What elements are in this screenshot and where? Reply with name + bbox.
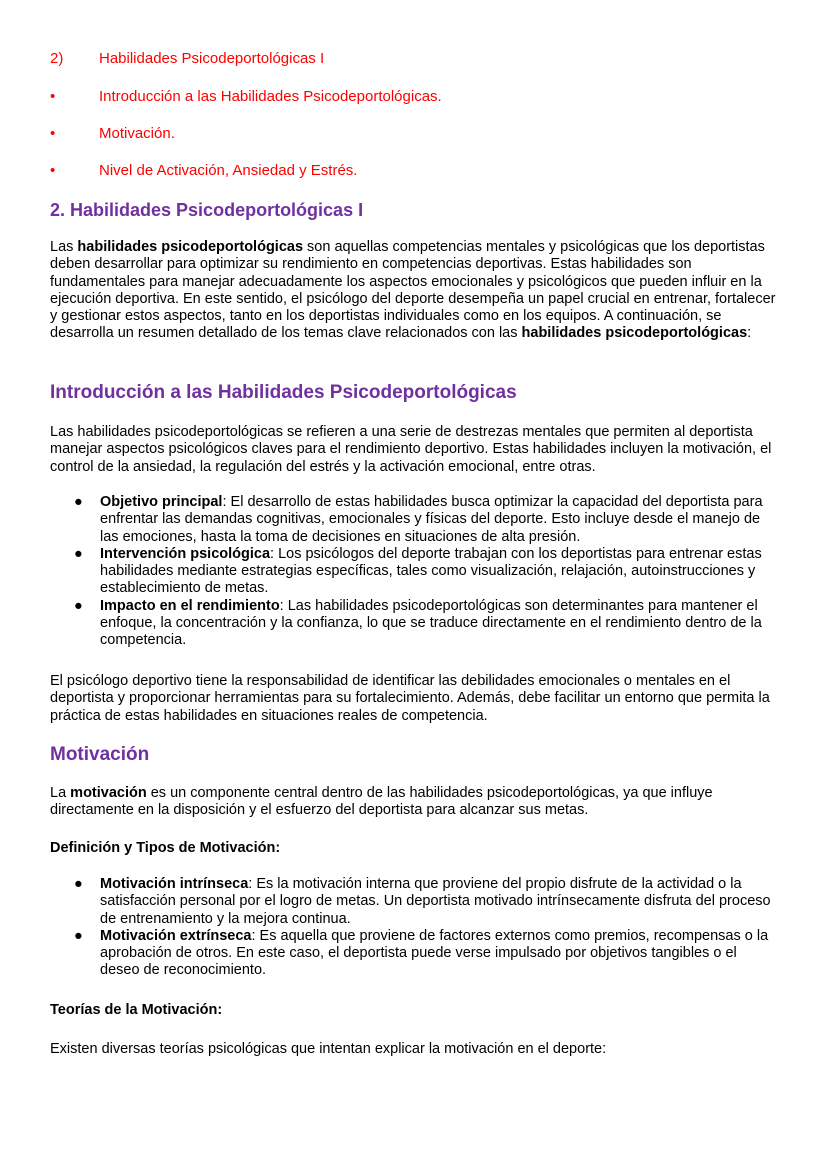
theories-text: Existen diversas teorías psicológicas que intentan explicar la motivación en el deporte: (50, 1041, 607, 1057)
motivation-heading: Motivación (50, 744, 150, 765)
motivation-paragraph (50, 785, 780, 820)
bullet-text: : Las habilidades psicodeportológicas son determinantes para mantener el enfoque, la concentración y la confianza, lo que se traduce directamente en el rendimiento dentro de la competencia. (100, 597, 762, 649)
toc-text: Motivación. (99, 125, 175, 142)
bold-term: habilidades psicodeportológicas (521, 325, 748, 342)
section-heading: 2. Habilidades Psicodeportológicas I (50, 200, 364, 220)
bold-term: habilidades psicodeportológicas (77, 239, 304, 255)
toc-number: 2) (50, 50, 64, 67)
types-bullet-list (50, 876, 780, 980)
toc-text: Habilidades Psicodeportológicas I (99, 50, 325, 67)
toc-text: Nivel de Activación, Ansiedad y Estrés. (99, 162, 358, 179)
bullet-marker: ● (74, 876, 83, 892)
intro-bullet-list (50, 494, 780, 650)
bullet-marker: ● (74, 597, 83, 614)
bullet-marker: ● (74, 545, 83, 562)
bullet-term: Impacto en el rendimiento (100, 597, 280, 614)
toc-bullet: • (50, 88, 56, 105)
toc-bullet: • (50, 162, 56, 179)
bullet-text: : El desarrollo de estas habilidades busca optimizar la capacidad del deportista para enfrentar las demandas cognitivas, emocionales y físicas del deporte. Esto incluye desde el manejo de las emociones, hasta la toma de decisiones en situaciones de alta presión. (100, 494, 763, 545)
text-run: son aquellas competencias mentales y psicológicas que los deportistas deben desarrollar para optimizar su rendimiento en competencias deportivas. Estas habilidades son fundamentales para manejar adecuadamente los aspectos emocionales y psicológicos que pueden influir en la ejecución deportiva. En este sentido, el psicólogo del deporte desempeña un papel crucial en entrenar, fortalecer y gestionar estos aspectos, tanto en los deportistas individuales como en los equipos. A continuación, se desarrolla un resumen detallado de los temas clave relacionados con las (50, 239, 776, 342)
list-item (50, 598, 780, 650)
toc-bullet: • (50, 125, 56, 142)
bullet-term: Objetivo principal (100, 494, 223, 510)
intro-text: Las habilidades psicodeportológicas se refieren a una serie de destrezas mentales que permiten al deportista manejar aspectos psicológicos claves para el rendimiento deportivo. Estas habilidades incluyen la motivación, el control de la ansiedad, la regulación del estrés y la activación emocional, entre otras. (50, 424, 772, 475)
intro-heading: Introducción a las Habilidades Psicodeportológicas (50, 382, 517, 403)
bullet-term: Motivación extrínseca (100, 927, 252, 944)
theories-heading: Teorías de la Motivación: (50, 1002, 223, 1018)
toc-text: Introducción a las Habilidades Psicodeportológicas. (99, 88, 442, 105)
text-run: : (747, 325, 752, 342)
text-run: La (50, 785, 71, 801)
intro-paragraph (50, 239, 780, 343)
bullet-text: : Es la motivación interna que proviene del propio disfrute de la actividad o la satisfacción personal por el logro de metas. Un deportista motivado intrínsecamente disfruta del proceso de entrenamiento y la mejora continua. (100, 876, 771, 927)
intro-closing: El psicólogo deportivo tiene la responsabilidad de identificar las debilidades emocionales o mentales en el deportista y proporcionar herramientas para su fortalecimiento. Además, debe facilitar un entorno que permita la práctica de estas habilidades en situaciones reales de competencia. (50, 673, 770, 724)
list-item (50, 928, 780, 980)
types-heading: Definición y Tipos de Motivación: (50, 840, 281, 856)
bullet-term: Motivación intrínseca (100, 876, 249, 892)
bullet-text: : Los psicólogos del deporte trabajan con los deportistas para entrenar estas habilidades mediante estrategias específicas, tales como visualización, relajación, autoinstrucciones y establecimiento de metas. (100, 545, 762, 597)
list-item (50, 494, 780, 546)
text-run: Las (50, 239, 78, 255)
bold-term: motivación (70, 785, 147, 801)
bullet-term: Intervención psicológica (100, 545, 271, 562)
list-item (50, 876, 780, 928)
bullet-text: : Es aquella que proviene de factores externos como premios, recompensas o la aprobación de otros. En este caso, el deportista puede verse impulsado por objetivos tangibles o el deseo de reconocimiento. (100, 927, 769, 979)
bullet-marker: ● (74, 927, 83, 944)
text-run: es un componente central dentro de las habilidades psicodeportológicas, ya que influye directamente en la disposición y el esfuerzo del deportista para alcanzar sus metas. (50, 785, 713, 819)
bullet-marker: ● (74, 494, 83, 510)
list-item (50, 546, 780, 598)
